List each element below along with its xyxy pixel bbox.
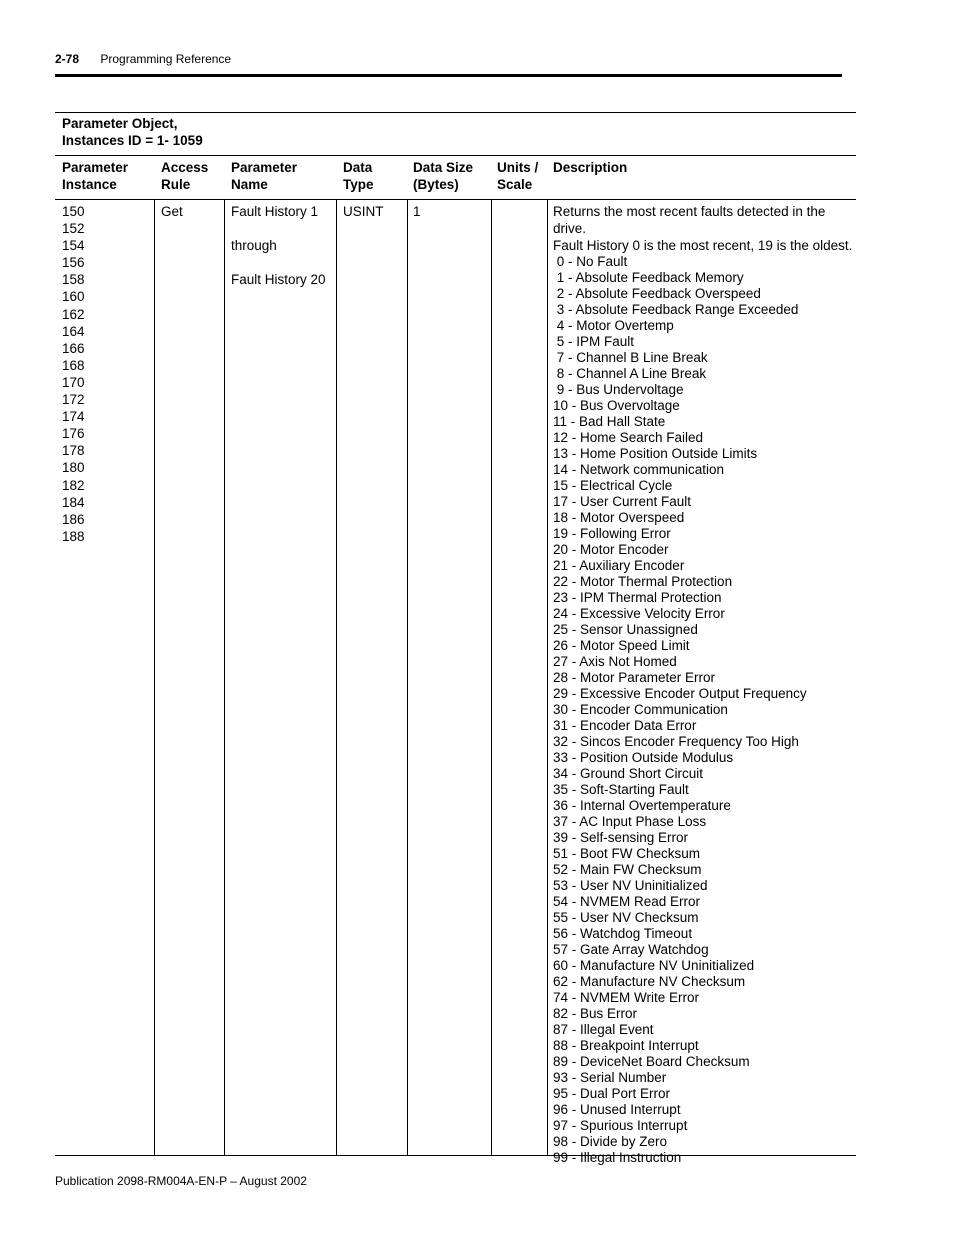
fault-code-item: 36 - Internal Overtemperature	[553, 798, 731, 813]
column-divider	[224, 199, 225, 1155]
fault-code-item: 18 - Motor Overspeed	[553, 510, 685, 525]
instance-number: 164	[62, 323, 85, 339]
column-header-units	[497, 159, 538, 193]
parameter-name	[231, 203, 326, 288]
fault-code-item: 96 - Unused Interrupt	[553, 1102, 681, 1117]
fault-code-item: 39 - Self-sensing Error	[553, 830, 689, 845]
fault-code-item: 95 - Dual Port Error	[553, 1086, 671, 1101]
data-size: 1	[413, 204, 421, 219]
fault-code-item: 8 - Channel A Line Break	[553, 366, 707, 381]
table-top-rule	[55, 112, 856, 113]
instance-list	[62, 203, 85, 545]
fault-code-item: 98 - Divide by Zero	[553, 1134, 668, 1149]
instance-number: 174	[62, 409, 85, 425]
fault-code-item: 62 - Manufacture NV Checksum	[553, 974, 746, 989]
parameter-table	[55, 112, 856, 1165]
fault-code-item: 53 - User NV Uninitialized	[553, 878, 708, 893]
column-header-data-type	[343, 159, 374, 193]
title-rule	[55, 155, 856, 156]
fault-code-item: 55 - User NV Checksum	[553, 910, 699, 925]
fault-code-item: 25 - Sensor Unassigned	[553, 622, 698, 637]
spacer	[231, 254, 326, 271]
fault-code-item: 24 - Excessive Velocity Error	[553, 606, 725, 621]
column-header-line: Instance	[62, 177, 117, 192]
fault-code-item: 56 - Watchdog Timeout	[553, 926, 693, 941]
column-header-line: Units /	[497, 160, 539, 175]
fault-code-item: 34 - Ground Short Circuit	[553, 766, 704, 781]
column-header-data-size	[413, 159, 473, 193]
description-text: Fault History 0 is the most recent, 19 is the oldest.	[553, 238, 853, 253]
object-title	[62, 115, 203, 149]
instance-number: 172	[62, 392, 85, 408]
column-header-access	[161, 159, 208, 193]
fault-code-item: 32 - Sincos Encoder Frequency Too High	[553, 734, 799, 749]
fault-code-item: 26 - Motor Speed Limit	[553, 638, 690, 653]
access-rule: Get	[161, 204, 183, 219]
column-divider	[154, 199, 155, 1155]
instance-number: 150	[62, 204, 85, 219]
instance-number: 178	[62, 443, 85, 459]
column-header-line: Data	[343, 160, 373, 175]
instance-number: 162	[62, 306, 85, 322]
fault-code-item: 87 - Illegal Event	[553, 1022, 654, 1037]
instance-number: 180	[62, 460, 85, 476]
fault-code-item: 9 - Bus Undervoltage	[553, 382, 684, 397]
column-header-line: Rule	[161, 177, 191, 192]
column-header-line: Data Size	[413, 160, 474, 175]
fault-code-item: 21 - Auxiliary Encoder	[553, 558, 685, 573]
fault-code-item: 1 - Absolute Feedback Memory	[553, 270, 744, 285]
column-divider	[547, 199, 548, 1155]
publication-footer: Publication 2098-RM004A-EN-P – August 2002	[55, 1174, 307, 1188]
page-header	[55, 52, 231, 66]
fault-code-item: 74 - NVMEM Write Error	[553, 990, 700, 1005]
instance-number: 176	[62, 426, 85, 442]
instance-number: 170	[62, 374, 85, 390]
fault-code-item: 13 - Home Position Outside Limits	[553, 446, 758, 461]
column-header-line: Parameter	[62, 160, 129, 175]
parameter-name-last: Fault History 20	[231, 272, 326, 287]
parameter-name-through: through	[231, 238, 277, 253]
fault-code-item: 11 - Bad Hall State	[553, 414, 666, 429]
object-title-line: Instances ID = 1- 1059	[62, 133, 203, 148]
fault-code-item: 60 - Manufacture NV Uninitialized	[553, 958, 755, 973]
column-header-instance	[62, 159, 128, 193]
instance-number: 188	[62, 528, 85, 544]
object-title-line: Parameter Object,	[62, 116, 178, 131]
column-divider	[491, 199, 492, 1155]
header-rule	[55, 74, 842, 77]
fault-code-item: 31 - Encoder Data Error	[553, 718, 697, 733]
fault-code-item: 52 - Main FW Checksum	[553, 862, 702, 877]
fault-code-item: 30 - Encoder Communication	[553, 702, 728, 717]
fault-code-item: 22 - Motor Thermal Protection	[553, 574, 733, 589]
instance-number: 182	[62, 477, 85, 493]
fault-code-list	[553, 254, 853, 1166]
fault-code-item: 89 - DeviceNet Board Checksum	[553, 1054, 750, 1069]
fault-code-item: 57 - Gate Array Watchdog	[553, 942, 709, 957]
data-type: USINT	[343, 204, 384, 219]
fault-code-item: 82 - Bus Error	[553, 1006, 638, 1021]
fault-code-item: 19 - Following Error	[553, 526, 671, 541]
instance-number: 168	[62, 357, 85, 373]
column-divider	[407, 199, 408, 1155]
fault-code-item: 15 - Electrical Cycle	[553, 478, 673, 493]
fault-code-item: 0 - No Fault	[553, 254, 628, 269]
fault-code-item: 17 - User Current Fault	[553, 494, 692, 509]
fault-code-item: 33 - Position Outside Modulus	[553, 750, 734, 765]
fault-code-item: 4 - Motor Overtemp	[553, 318, 674, 333]
header-row-rule	[55, 199, 856, 200]
fault-code-item: 97 - Spurious Interrupt	[553, 1118, 688, 1133]
fault-code-item: 51 - Boot FW Checksum	[553, 846, 701, 861]
fault-code-item: 37 - AC Input Phase Loss	[553, 814, 707, 829]
fault-code-item: 27 - Axis Not Homed	[553, 654, 677, 669]
fault-code-item: 14 - Network communication	[553, 462, 725, 477]
page-number: 2-78	[55, 52, 80, 66]
section-title: Programming Reference	[100, 52, 232, 66]
fault-code-item: 93 - Serial Number	[553, 1070, 667, 1085]
description	[553, 203, 853, 1166]
fault-code-item: 12 - Home Search Failed	[553, 430, 704, 445]
column-header-line: (Bytes)	[413, 177, 459, 192]
column-header-line: Parameter	[231, 160, 298, 175]
column-header-line: Description	[553, 160, 628, 175]
instance-number: 186	[62, 511, 85, 527]
fault-code-item: 5 - IPM Fault	[553, 334, 635, 349]
fault-code-item: 35 - Soft-Starting Fault	[553, 782, 689, 797]
fault-code-item: 7 - Channel B Line Break	[553, 350, 708, 365]
parameter-name-first: Fault History 1	[231, 204, 319, 219]
fault-code-item: 3 - Absolute Feedback Range Exceeded	[553, 302, 799, 317]
column-header-line: Type	[343, 177, 374, 192]
column-header-line: Scale	[497, 177, 533, 192]
fault-code-item: 10 - Bus Overvoltage	[553, 398, 680, 413]
column-header-line: Access	[161, 160, 209, 175]
instance-number: 156	[62, 255, 85, 271]
description-text: Returns the most recent faults detected in the drive.	[553, 204, 826, 236]
instance-number: 166	[62, 340, 85, 356]
column-header-line: Name	[231, 177, 268, 192]
column-header-name	[231, 159, 297, 193]
instance-number: 184	[62, 494, 85, 510]
fault-code-item: 88 - Breakpoint Interrupt	[553, 1038, 699, 1053]
instance-number: 160	[62, 289, 85, 305]
fault-code-item: 2 - Absolute Feedback Overspeed	[553, 286, 761, 301]
instance-number: 158	[62, 272, 85, 288]
fault-code-item: 28 - Motor Parameter Error	[553, 670, 716, 685]
fault-code-item: 54 - NVMEM Read Error	[553, 894, 701, 909]
fault-code-item: 29 - Excessive Encoder Output Frequency	[553, 686, 807, 701]
column-header-description	[553, 159, 627, 176]
fault-code-item: 20 - Motor Encoder	[553, 542, 669, 557]
instance-number: 154	[62, 238, 85, 254]
instance-number: 152	[62, 221, 85, 237]
fault-code-item: 99 - Illegal Instruction	[553, 1150, 682, 1165]
column-divider	[336, 199, 337, 1155]
spacer	[231, 220, 326, 237]
fault-code-item: 23 - IPM Thermal Protection	[553, 590, 722, 605]
